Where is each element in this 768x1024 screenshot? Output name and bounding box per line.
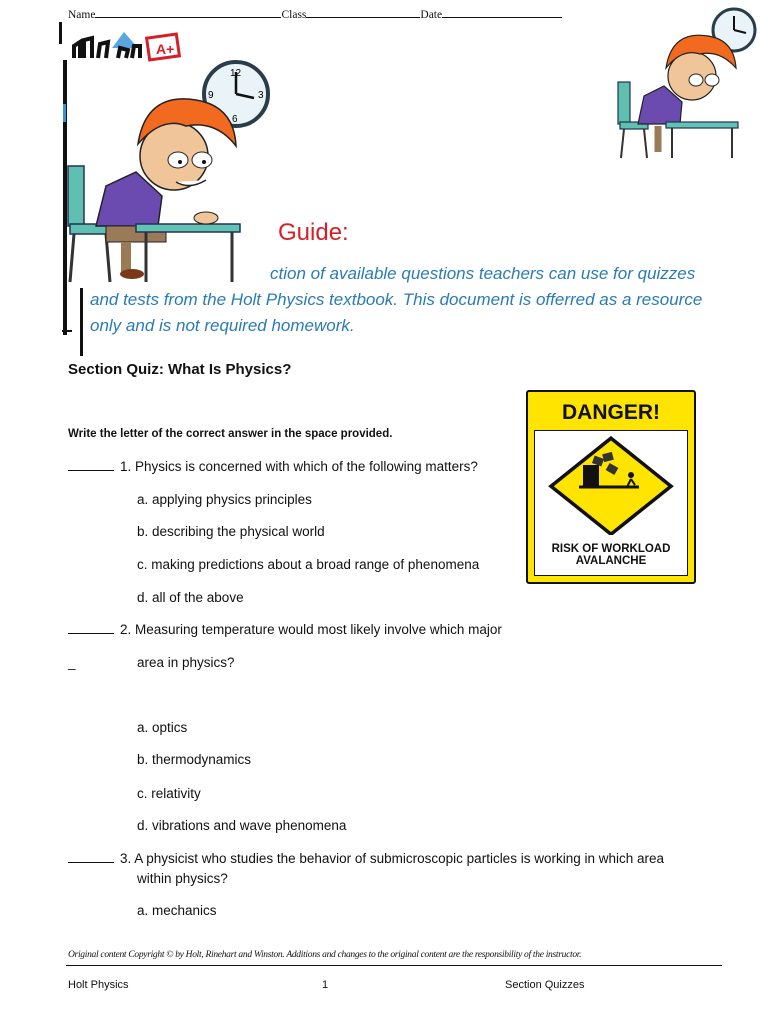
q2-option-b: b. thermodynamics [137,752,252,767]
danger-sign [526,390,696,584]
page-number: 1 [322,979,329,991]
question-2-stem-cont: area in physics? [137,655,235,670]
guide-line-3: only and is not required homework. [90,316,355,335]
q3-option-a: a. mechanics [137,903,217,918]
guide-line-1: ction of available questions teachers can use for quizzes [270,264,696,283]
grade-mark: A+ [156,41,175,57]
section-title: Section Quiz: What Is Physics? [68,361,292,378]
question-3-stem-cont: within physics? [137,871,228,886]
question-1 [68,459,478,474]
svg-text:9: 9 [208,90,214,101]
question-2-stem: 2. Measuring temperature would most likely involve which major [120,622,502,637]
danger-sign-caption [535,543,687,567]
instructions: Write the letter of the correct answer in the space provided. [68,428,393,440]
class-label: Class [281,9,307,21]
footer-right: Section Quizzes [505,979,585,991]
q2-stray-mark: _ [68,655,76,670]
guide-title: Guide: [278,219,349,246]
footer-left: Holt Physics [68,979,129,991]
danger-caption-line-1: RISK OF WORKLOAD [551,543,671,555]
name-label: Name [68,9,96,21]
copyright-notice: Original content Copyright © by Holt, Rinehart and Winston. Additions and changes to the original content are the responsibility of the instructor. [68,950,582,960]
q1-option-d: d. all of the above [137,590,244,605]
margin-bar-2 [80,288,83,356]
svg-text:3: 3 [258,90,264,101]
grade-banner-illustration [68,28,183,62]
q2-option-c: c. relativity [137,786,201,801]
answer-blank-3[interactable] [68,851,114,863]
svg-text:12: 12 [230,68,242,79]
guide-line-2: and tests from the Holt Physics textbook. This document is offerred as a resource [90,290,703,309]
class-field[interactable] [306,6,420,18]
question-1-stem: 1. Physics is concerned with which of the following matters? [120,459,478,474]
margin-mark [59,22,62,44]
stressed-student-illustration [66,86,246,286]
q1-option-a: a. applying physics principles [137,492,312,507]
avalanche-warning-icon [535,435,687,535]
svg-text:6: 6 [232,114,238,125]
date-field[interactable] [442,6,562,18]
q1-option-b: b. describing the physical world [137,524,325,539]
header-fields [68,6,598,21]
footer-divider [66,965,722,966]
question-2 [68,622,502,637]
q1-option-c: c. making predictions about a broad range of phenomena [137,557,480,572]
danger-sign-title: DANGER! [562,401,660,424]
date-label: Date [420,9,443,21]
stressed-student-illustration-small [616,26,742,162]
danger-caption-line-2: AVALANCHE [575,555,647,567]
q2-option-a: a. optics [137,720,188,735]
name-field[interactable] [95,6,281,18]
question-3-stem: 3. A physicist who studies the behavior of submicroscopic particles is working in which area [120,851,665,866]
answer-blank-1[interactable] [68,459,114,471]
question-3 [68,851,664,866]
margin-tick [62,330,72,332]
answer-blank-2[interactable] [68,622,114,634]
q2-option-d: d. vibrations and wave phenomena [137,818,347,833]
